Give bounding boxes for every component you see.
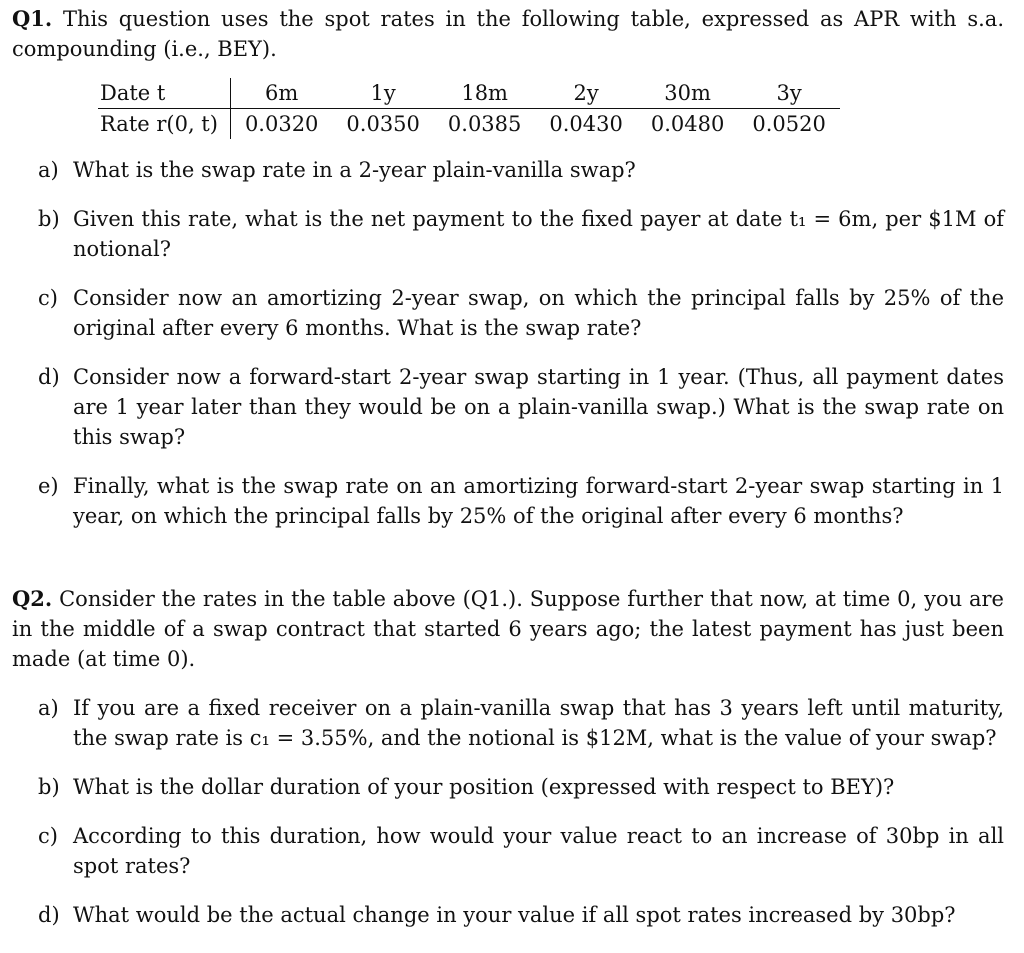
part-text: What is the dollar duration of your position (expressed with respect to BEY)?	[73, 775, 895, 799]
table-cell-date: 30m	[637, 78, 738, 109]
q1-part-b	[12, 204, 1004, 264]
q2-label: Q2.	[12, 586, 53, 611]
table-cell-date: 18m	[434, 78, 535, 109]
table-row-dates	[98, 78, 840, 109]
q1-intro-text: This question uses the spot rates in the following table, expressed as APR with s.a. compounding (i.e., BEY).	[12, 7, 1004, 61]
spot-rate-table	[98, 78, 840, 139]
part-label: a)	[38, 158, 59, 182]
part-label: b)	[38, 775, 60, 799]
table-cell-rate: 0.0385	[447, 112, 522, 136]
table-cell-date: 3y	[738, 78, 839, 109]
part-label: d)	[38, 365, 60, 389]
part-text: What would be the actual change in your value if all spot rates increased by 30bp?	[73, 903, 956, 927]
table-cell-date: 2y	[535, 78, 636, 109]
q2-parts-list	[12, 693, 1004, 930]
document-page	[12, 4, 1004, 930]
part-text: Finally, what is the swap rate on an amortizing forward-start 2-year swap starting in 1 year, on which the principal falls by 25% of the original after every 6 months?	[73, 474, 1004, 528]
q1-part-d	[12, 362, 1004, 452]
table-cell-rate: 0.0430	[549, 112, 623, 136]
q2-intro	[12, 584, 1004, 674]
q1-parts-list	[12, 155, 1004, 531]
q1-part-e	[12, 471, 1004, 531]
part-text: According to this duration, how would your value react to an increase of 30bp in all spot rates?	[73, 824, 1004, 878]
q2-part-b	[12, 772, 1004, 802]
q2-part-a	[12, 693, 1004, 753]
table-row-label-rate: Rate r(0, t)	[98, 109, 230, 140]
part-label: b)	[38, 207, 60, 231]
table-cell-date: 6m	[230, 78, 332, 109]
q1-label: Q1.	[12, 6, 53, 31]
table-cell-rate: 0.0350	[346, 112, 420, 136]
part-text: Given this rate, what is the net payment to the fixed payer at date t₁ = 6m, per $1M of notional?	[73, 207, 1004, 261]
q1-intro	[12, 4, 1004, 64]
part-text: If you are a fixed receiver on a plain-vanilla swap that has 3 years left until maturity, the swap rate is c₁ = 3.55%, and the notional is $12M, what is the value of your swap?	[73, 696, 1004, 750]
part-label: c)	[38, 286, 58, 310]
table-row-label-date: Date t	[98, 78, 230, 109]
part-text: What is the swap rate in a 2-year plain-vanilla swap?	[73, 158, 636, 182]
part-label: a)	[38, 696, 59, 720]
table-cell-rate: 0.0320	[244, 112, 319, 136]
q1-part-c	[12, 283, 1004, 343]
q2-part-c	[12, 821, 1004, 881]
q2-part-d	[12, 900, 1004, 930]
part-label: c)	[38, 824, 58, 848]
part-text: Consider now an amortizing 2-year swap, on which the principal falls by 25% of the original after every 6 months. What is the swap rate?	[73, 286, 1004, 340]
q1-part-a	[12, 155, 1004, 185]
part-text: Consider now a forward-start 2-year swap starting in 1 year. (Thus, all payment dates are 1 year later than they would be on a plain-vanilla swap.) What is the swap rate on this swap?	[73, 365, 1004, 449]
q2-intro-text: Consider the rates in the table above (Q1.). Suppose further that now, at time 0, you are in the middle of a swap contract that started 6 years ago; the latest payment has just been made (at time 0).	[12, 587, 1004, 671]
table-row-rates	[98, 109, 840, 140]
table-cell-rate: 0.0480	[650, 112, 725, 136]
table-cell-date: 1y	[332, 78, 433, 109]
table-cell-rate: 0.0520	[752, 112, 826, 136]
part-label: d)	[38, 903, 60, 927]
part-label: e)	[38, 474, 59, 498]
